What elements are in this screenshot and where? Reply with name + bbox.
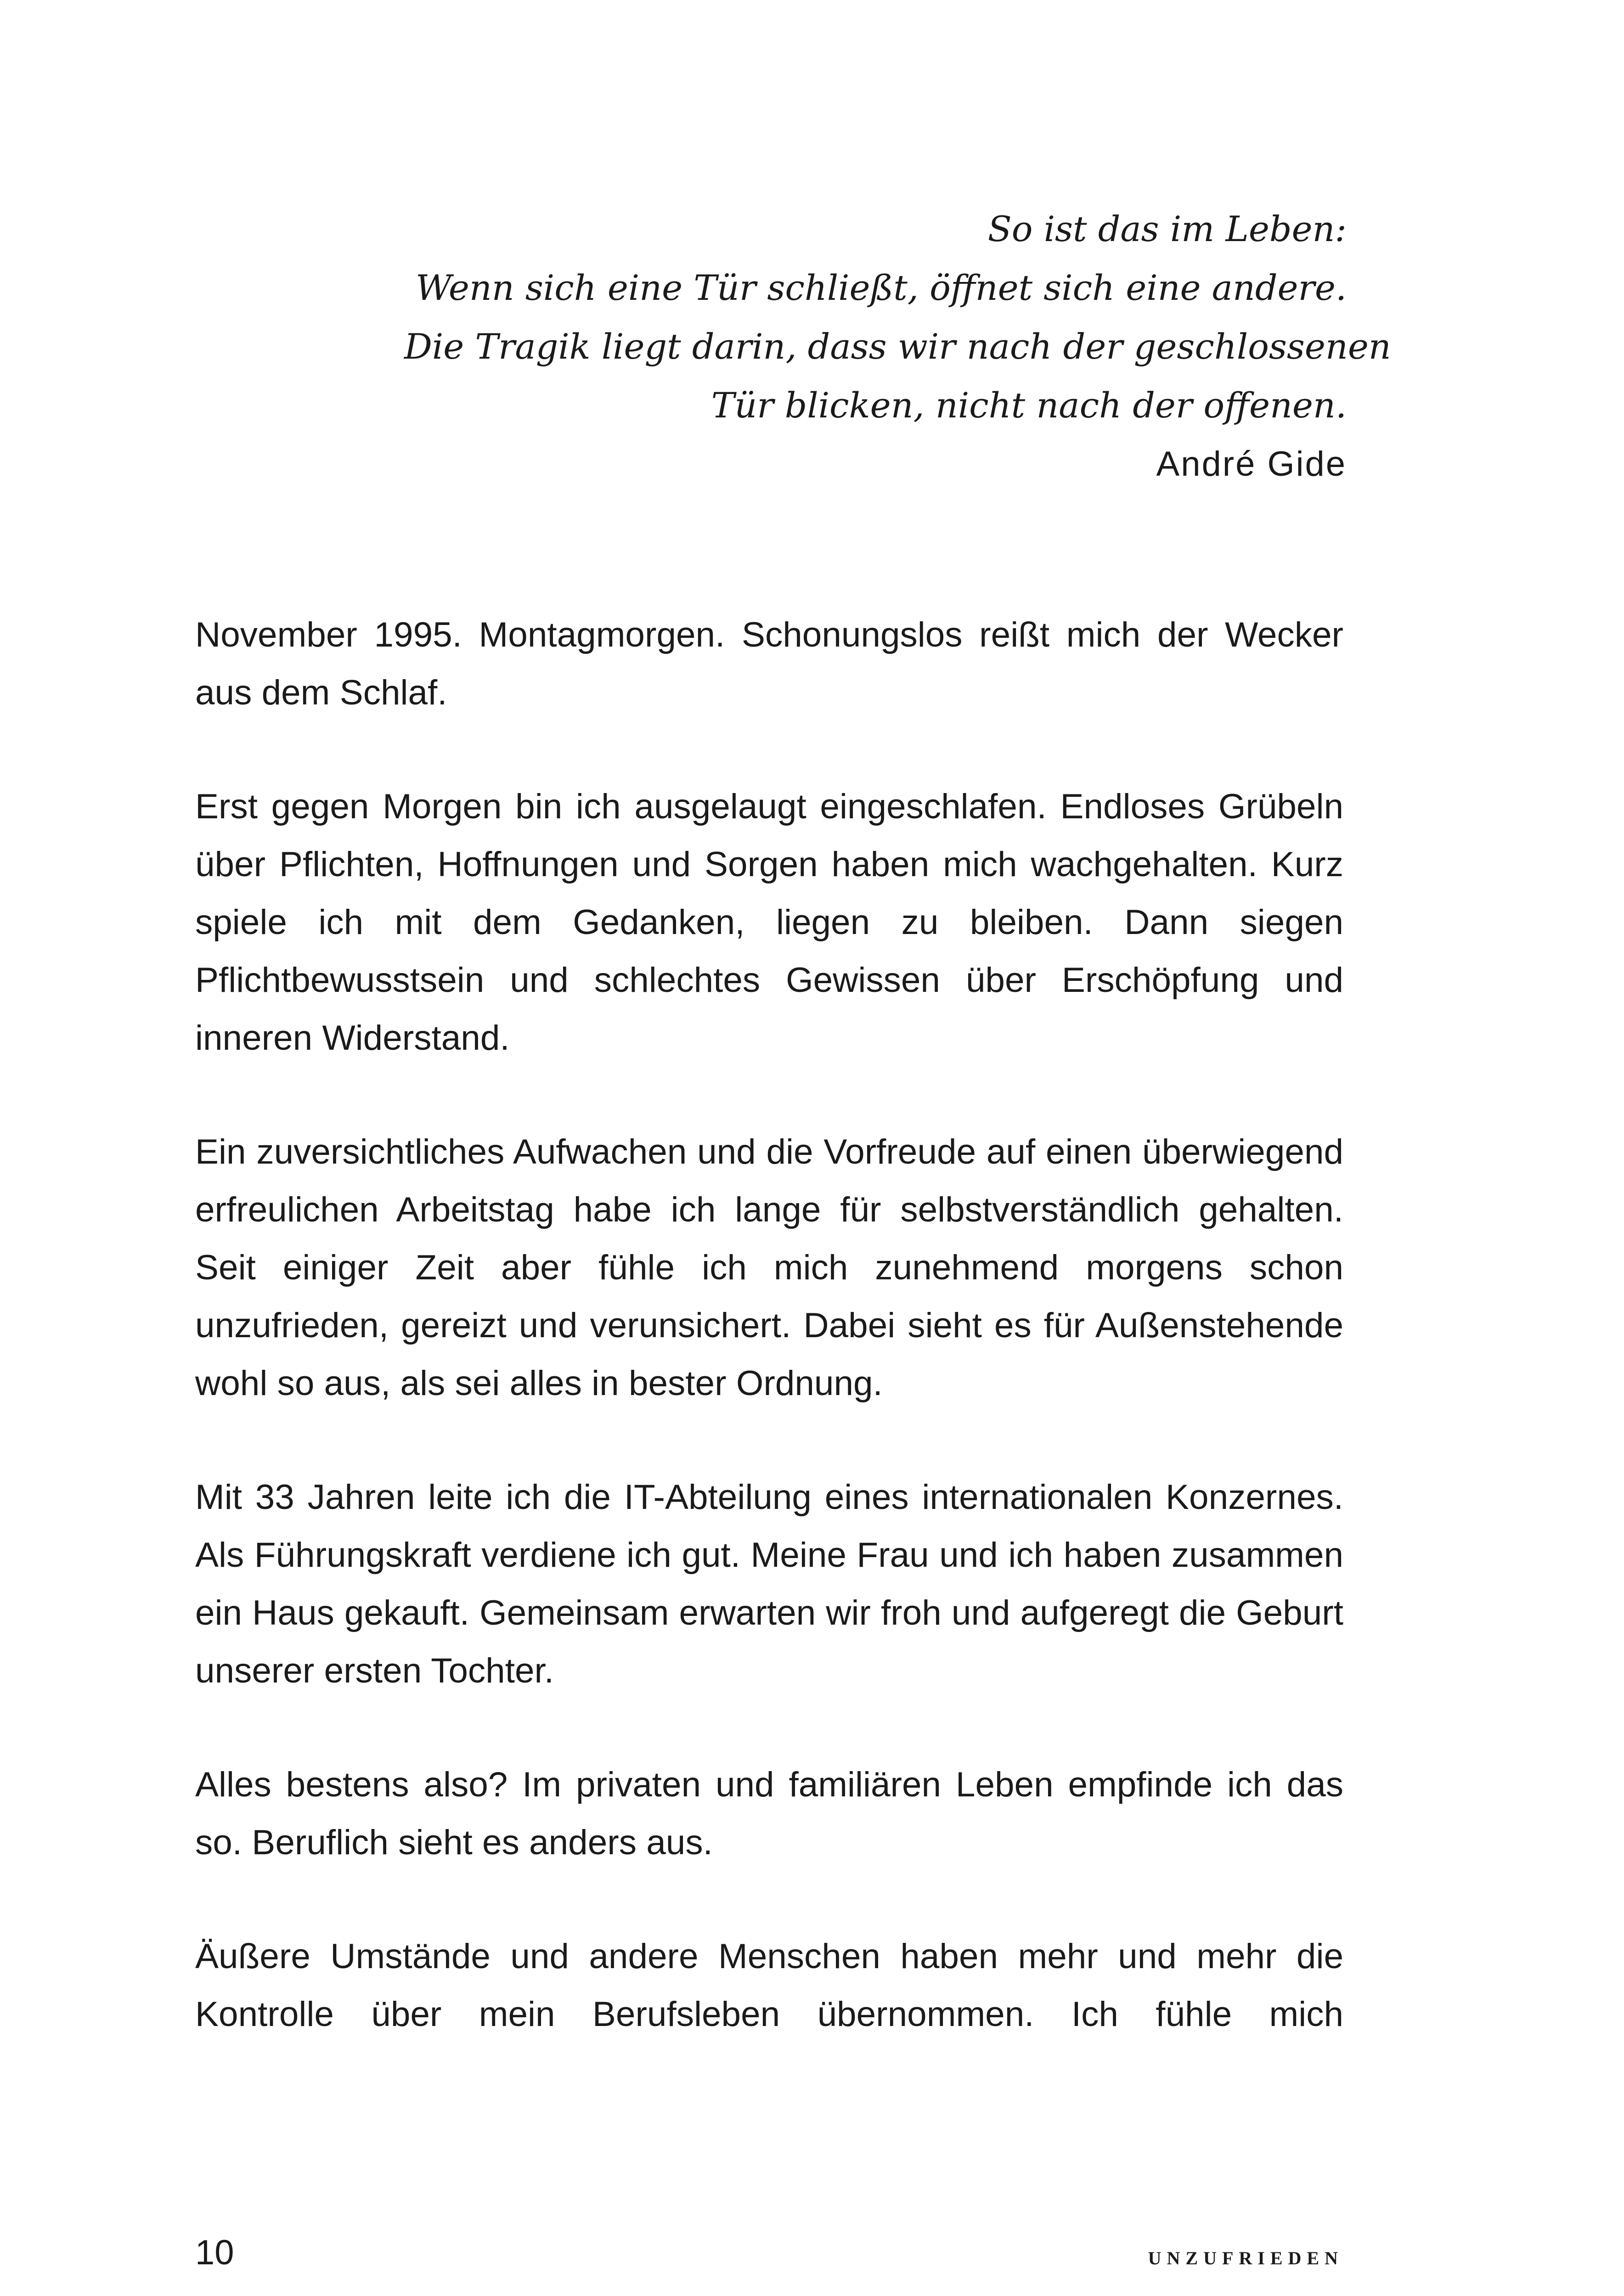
paragraph: November 1995. Montagmorgen. Schonungslos reißt mich der Wecker aus dem Schlaf. [195, 615, 1343, 712]
paragraph: Alles bestens also? Im privaten und familiären Leben empfinde ich das so. Beruflich sieht es anders aus. [195, 1765, 1343, 1862]
body-text [195, 606, 1343, 2099]
page-number: 10 [195, 2233, 234, 2272]
epigraph-author: André Gide [1156, 445, 1347, 484]
epigraph-line: Die Tragik liegt darin, dass wir nach der geschlossenen [404, 326, 1391, 367]
epigraph-line: So ist das im Leben: [987, 208, 1347, 249]
paragraph: Ein zuversichtliches Aufwachen und die Vorfreude auf einen überwiegend erfreulichen Arbeitstag habe ich lange für selbstverständlich gehalten. Seit einiger Zeit aber fühle ich mich zunehmend morgens schon unzufrieden, gereizt und verunsichert. Dabei sieht es für Außenstehende wohl so aus, als sei alles in bester Ordnung. [195, 1132, 1343, 1403]
page-footer [195, 2233, 1343, 2273]
paragraph: Mit 33 Jahren leite ich die IT-Abteilung eines internationalen Konzernes. Als Führungskraft verdiene ich gut. Meine Frau und ich haben zusammen ein Haus gekauft. Gemeinsam erwarten wir froh und aufgeregt die Geburt unserer ersten Tochter. [195, 1478, 1343, 1690]
paragraph: Äußere Umstände und andere Menschen haben mehr und mehr die Kontrolle über mein Berufsleben übernommen. Ich fühle mich [195, 1937, 1343, 2034]
epigraph-line: Tür blicken, nicht nach der offenen. [711, 385, 1347, 426]
paragraph: Erst gegen Morgen bin ich ausgelaugt eingeschlafen. Endloses Grübeln über Pflichten, Hoffnungen und Sorgen haben mich wachgehalten. Kurz spiele ich mit dem Gedanken, liegen zu bleiben. Dann siegen Pflichtbewusstsein und schlechtes Gewissen über Erschöpfung und inneren Widerstand. [195, 787, 1343, 1058]
epigraph [404, 200, 1391, 494]
running-head: UNZUFRIEDEN [1148, 2248, 1343, 2268]
epigraph-line: Wenn sich eine Tür schließt, öffnet sich eine andere. [415, 267, 1347, 308]
